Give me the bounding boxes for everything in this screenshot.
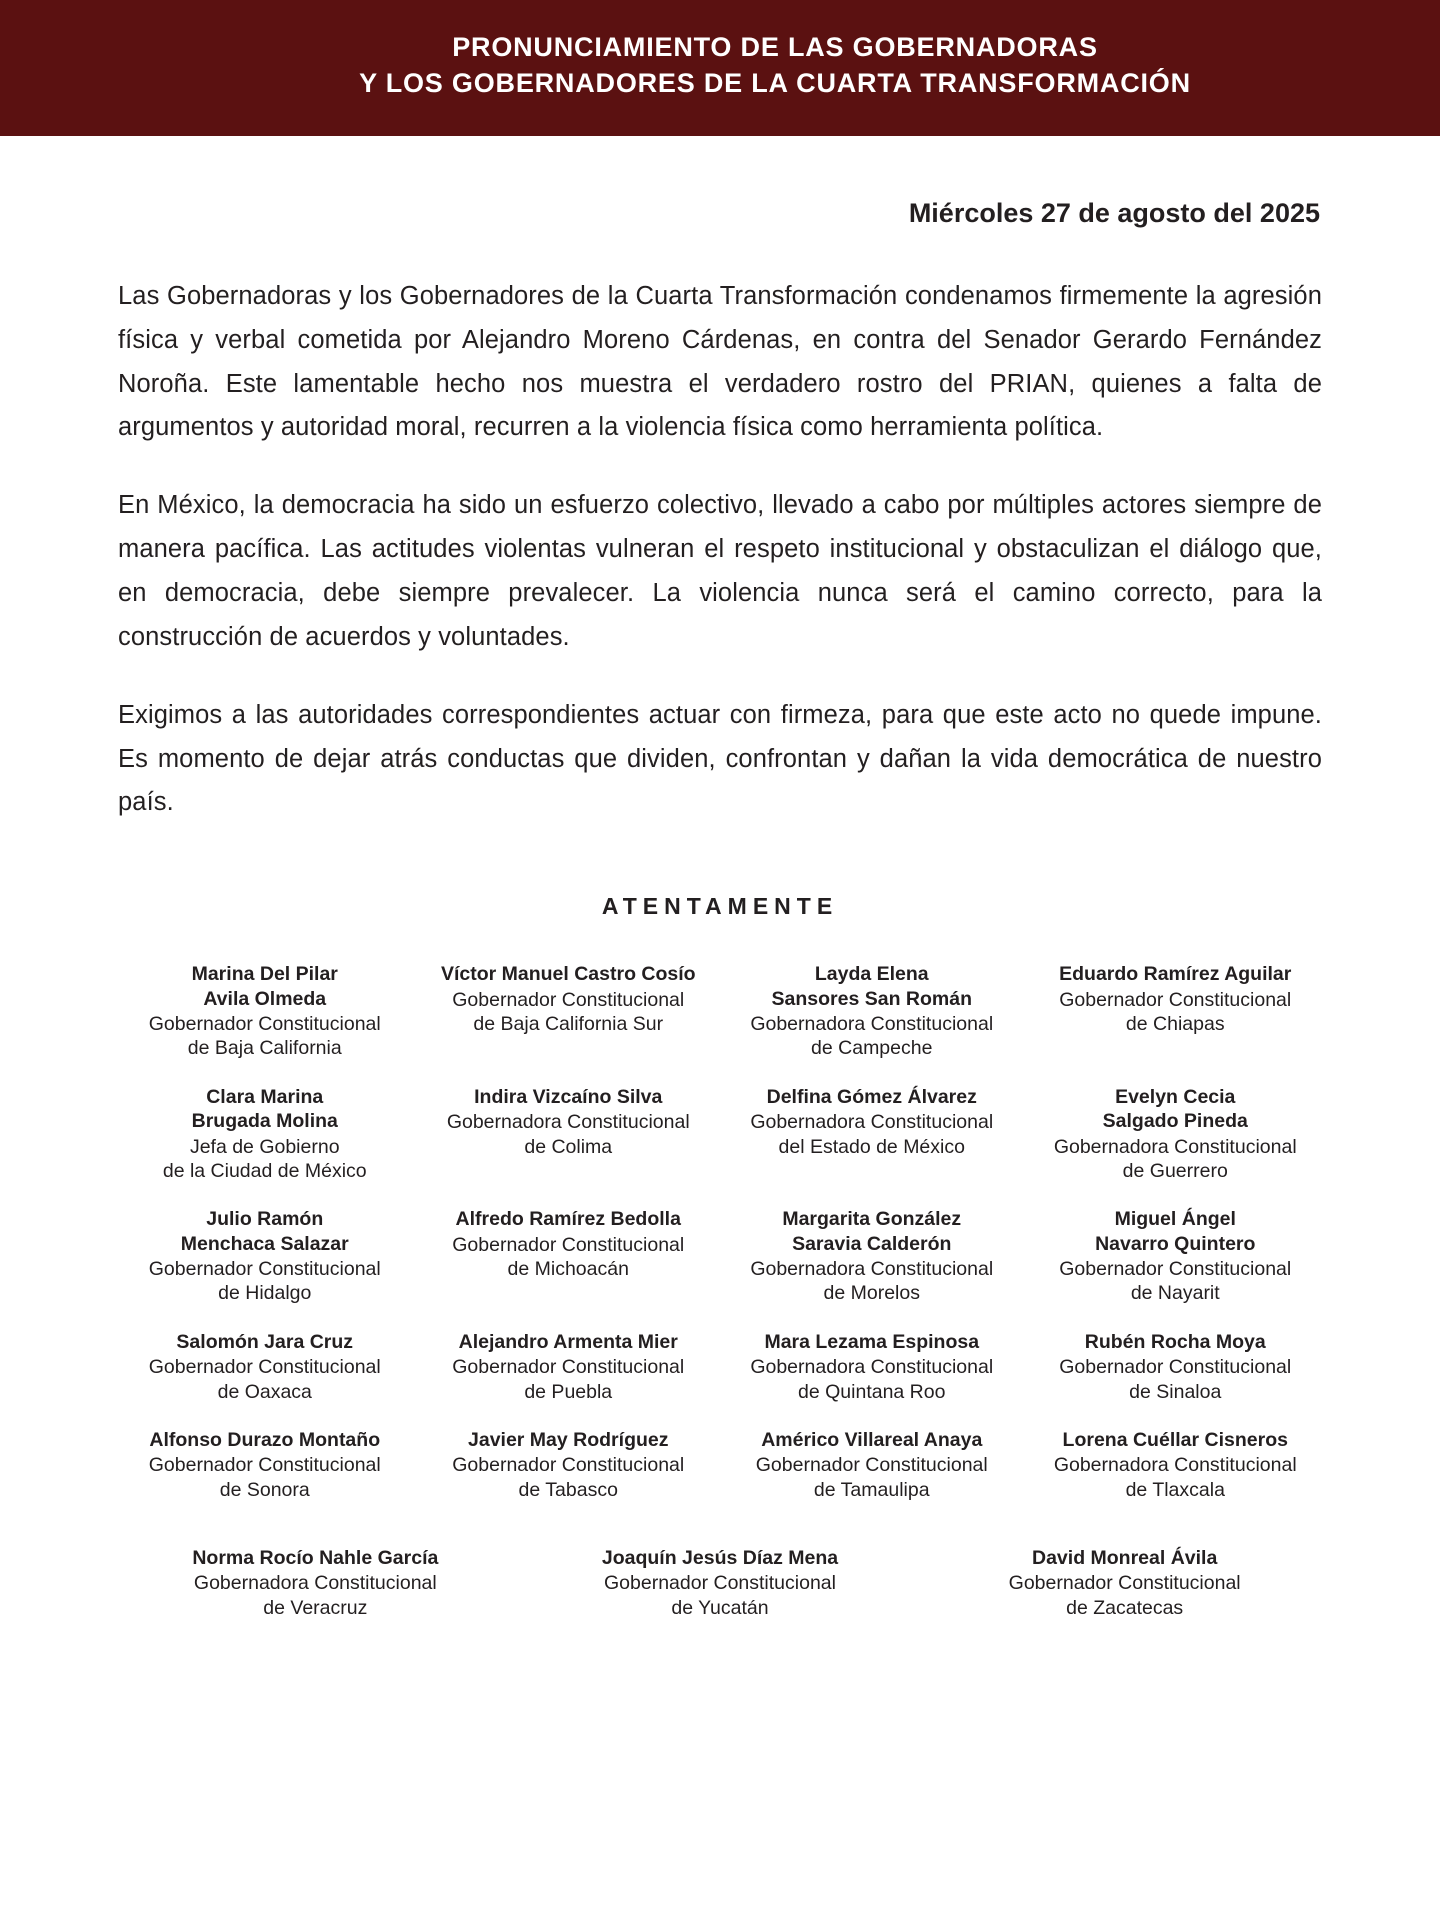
signatory <box>422 1207 716 1306</box>
document-date: Miércoles 27 de agosto del 2025 <box>908 197 1320 228</box>
paragraph-3: Exigimos a las autoridades correspondientes actuar con firmeza, para que este acto no quede impune. Es momento de dejar atrás conductas que dividen, confrontan y dañan la vida democrática de nuestro país. <box>118 700 1322 817</box>
signatory-name: Eduardo Ramírez Aguilar <box>1059 963 1292 986</box>
signatory-name: Víctor Manuel Castro Cosío <box>440 963 696 986</box>
signatory-role: Gobernador Constitucional de Baja California Sur <box>452 988 685 1036</box>
signatory <box>118 1546 513 1620</box>
signatory-name: Rubén Rocha Moya <box>1084 1330 1266 1353</box>
signatory <box>422 1085 716 1184</box>
signatory-name: Lorena Cuéllar Cisneros <box>1062 1428 1288 1451</box>
document-body <box>0 198 1440 1660</box>
signatory-name: Evelyn Cecia Salgado Pineda <box>1102 1085 1248 1133</box>
signatory-role: Gobernador Constitucional de Tamaulipa <box>755 1454 988 1501</box>
signatory-name: Alfonso Durazo Montaño <box>149 1428 381 1451</box>
signatory-name: Mara Lezama Espinosa <box>764 1330 980 1353</box>
closing-label: ATENTAMENTE <box>601 893 839 920</box>
signatory <box>725 1085 1019 1184</box>
signatory-name: Salomón Jara Cruz <box>176 1330 354 1353</box>
signatory-name: Américo Villareal Anaya <box>761 1428 983 1451</box>
signatory-name: Delfina Gómez Álvarez <box>766 1085 977 1108</box>
signatory <box>1029 962 1323 1061</box>
signatory-grid <box>118 962 1322 1502</box>
signatory-name: Indira Vizcaíno Silva <box>474 1085 663 1108</box>
signatory-role: Gobernadora Constitucional de Tlaxcala <box>1053 1454 1297 1501</box>
signatory-role: Gobernador Constitucional de Baja California <box>148 1013 381 1060</box>
signatory-role: Gobernador Constitucional de Hidalgo <box>148 1258 381 1305</box>
signatory-name: Javier May Rodríguez <box>468 1428 669 1451</box>
paragraph-1: Las Gobernadoras y los Gobernadores de la Cuarta Transformación condenamos firmemente la agresión física y verbal cometida por Alejandro Moreno Cárdenas, en contra del Senador Gerardo Fernández Noroña. Este lamentable hecho nos muestra el verdadero rostro del PRIAN, quienes a falta de argumentos y autoridad moral, recurren a la violencia física como herramienta política. <box>118 281 1322 442</box>
signatory <box>1029 1085 1323 1184</box>
signatory-name: Joaquín Jesús Díaz Mena <box>601 1547 839 1570</box>
signatory-role: Gobernador Constitucional de Sinaloa <box>1059 1356 1292 1403</box>
signatory-name: Alejandro Armenta Mier <box>458 1330 678 1353</box>
signatory <box>1029 1207 1323 1306</box>
signatory-role: Gobernadora Constitucional de Campeche <box>750 1013 994 1060</box>
page-title-line-1: PRONUNCIAMIENTO DE LAS GOBERNADORAS <box>452 32 1098 62</box>
signatory-name: Margarita González Saravia Calderón <box>782 1208 962 1255</box>
signatory <box>725 1330 1019 1404</box>
signatory <box>725 1207 1019 1306</box>
paragraph-2: En México, la democracia ha sido un esfuerzo colectivo, llevado a cabo por múltiples actores siempre de manera pacífica. Las actitudes violentas vulneran el respeto institucional y obstaculizan el diálogo que, en democracia, debe siempre prevalecer. La violencia nunca será el camino correcto, para la construcción de acuerdos y voluntades. <box>118 491 1322 651</box>
page-title <box>0 30 1440 102</box>
signatory-role: Gobernador Constitucional de Zacatecas <box>1008 1572 1241 1619</box>
signatory <box>118 1085 412 1184</box>
document-header-band <box>0 0 1440 136</box>
signatory-name: Marina Del Pilar Avila Olmeda <box>191 963 338 1010</box>
signatory-role: Gobernadora Constitucional del Estado de México <box>750 1111 994 1158</box>
signatory-role: Jefa de Gobierno de la Ciudad de México <box>162 1135 367 1182</box>
signatory <box>422 1428 716 1502</box>
signatory <box>118 1207 412 1306</box>
document-paragraphs <box>118 275 1322 825</box>
signatory-name: Miguel Ángel Navarro Quintero <box>1095 1208 1256 1255</box>
signatory <box>523 1546 918 1620</box>
signatory-grid-last-row <box>118 1546 1322 1660</box>
signatory <box>1029 1428 1323 1502</box>
signatory <box>422 962 716 1061</box>
signatory-name: David Monreal Ávila <box>1032 1547 1218 1570</box>
signatory <box>927 1546 1322 1620</box>
signatory-role: Gobernador Constitucional de Nayarit <box>1059 1258 1292 1305</box>
signatory <box>725 1428 1019 1502</box>
signatory-role: Gobernador Constitucional de Michoacán <box>452 1233 685 1281</box>
signatory-role: Gobernador Constitucional de Puebla <box>452 1356 685 1403</box>
signatory-name: Layda Elena Sansores San Román <box>771 963 972 1010</box>
signatory-role: Gobernadora Constitucional de Colima <box>446 1111 690 1158</box>
signatory <box>1029 1330 1323 1404</box>
signatory-role: Gobernadora Constitucional de Morelos <box>750 1258 994 1305</box>
signatory <box>118 1428 412 1502</box>
signatory-role: Gobernador Constitucional de Chiapas <box>1059 988 1292 1036</box>
signatory-name: Julio Ramón Menchaca Salazar <box>180 1208 349 1255</box>
signatory-role: Gobernador Constitucional de Tabasco <box>452 1454 685 1501</box>
signatory-name: Clara Marina Brugada Molina <box>191 1085 338 1133</box>
signatory-role: Gobernador Constitucional de Sonora <box>148 1454 381 1501</box>
signatory-role: Gobernador Constitucional de Yucatán <box>604 1572 836 1619</box>
signatory-role: Gobernadora Constitucional de Guerrero <box>1053 1135 1297 1182</box>
signatory-name: Norma Rocío Nahle García <box>192 1547 439 1570</box>
signatory-role: Gobernadora Constitucional de Quintana Roo <box>750 1356 994 1403</box>
signatory-role: Gobernadora Constitucional de Veracruz <box>193 1572 437 1619</box>
signatory <box>118 962 412 1061</box>
signatory-name: Alfredo Ramírez Bedolla <box>455 1208 681 1231</box>
signatory <box>422 1330 716 1404</box>
signatory <box>725 962 1019 1061</box>
signatory <box>118 1330 412 1404</box>
signatory-role: Gobernador Constitucional de Oaxaca <box>148 1356 381 1403</box>
page-title-line-2: Y LOS GOBERNADORES DE LA CUARTA TRANSFORMACIÓN <box>359 67 1191 98</box>
